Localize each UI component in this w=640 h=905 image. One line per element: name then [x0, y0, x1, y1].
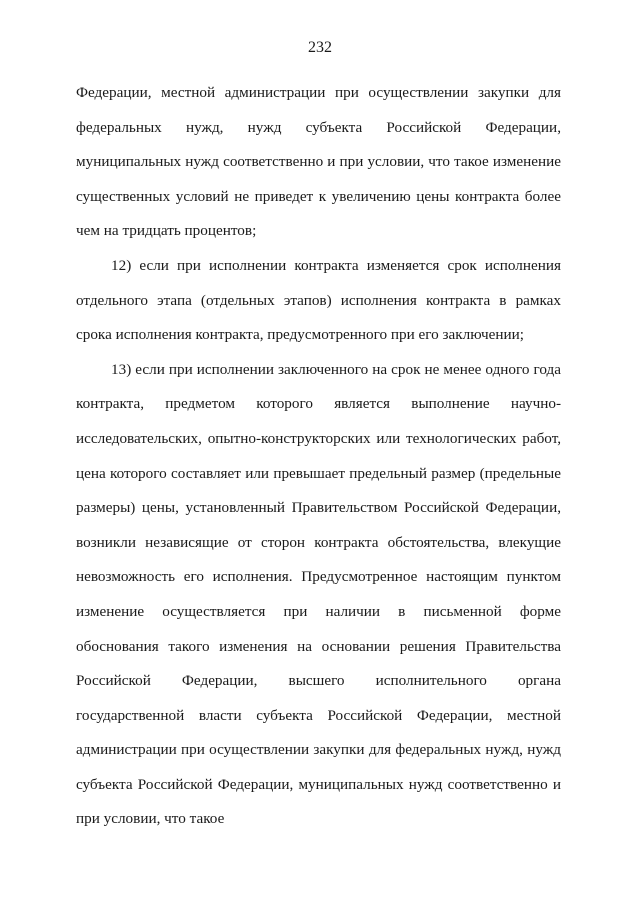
- paragraph-item-13: 13) если при исполнении заключенного на срок не менее одного года контракта, предметом которого является выполнение научно-исследовательских, опытно-конструкторских или технологических работ, цена которого составляет или превышает предельный размер (предельные размеры) цены, установленный Правительством Российской Федерации, возникли независящие от сторон контракта обстоятельства, влекущие невозможность его исполнения. Предусмотренное настоящим пунктом изменение осуществляется при наличии в письменной форме обоснования такого изменения на основании решения Правительства Российской Федерации, высшего исполнительного органа государственной власти субъекта Российской Федерации, местной администрации при осуществлении закупки для федеральных нужд, нужд субъекта Российской Федерации, муниципальных нужд соответственно и при условии, что такое: [76, 360, 561, 828]
- page-number: 232: [308, 39, 332, 56]
- paragraph-item-12: 12) если при исполнении контракта изменяется срок исполнения отдельного этапа (отдельных этапов) исполнения контракта в рамках срока исполнения контракта, предусмотренного при его заключении;: [76, 256, 561, 344]
- document-body: [76, 76, 561, 837]
- paragraph-continuation: Федерации, местной администрации при осуществлении закупки для федеральных нужд, нужд субъекта Российской Федерации, муниципальных нужд соответственно и при условии, что такое изменение существенных условий не приведет к увеличению цены контракта более чем на тридцать процентов;: [76, 84, 561, 240]
